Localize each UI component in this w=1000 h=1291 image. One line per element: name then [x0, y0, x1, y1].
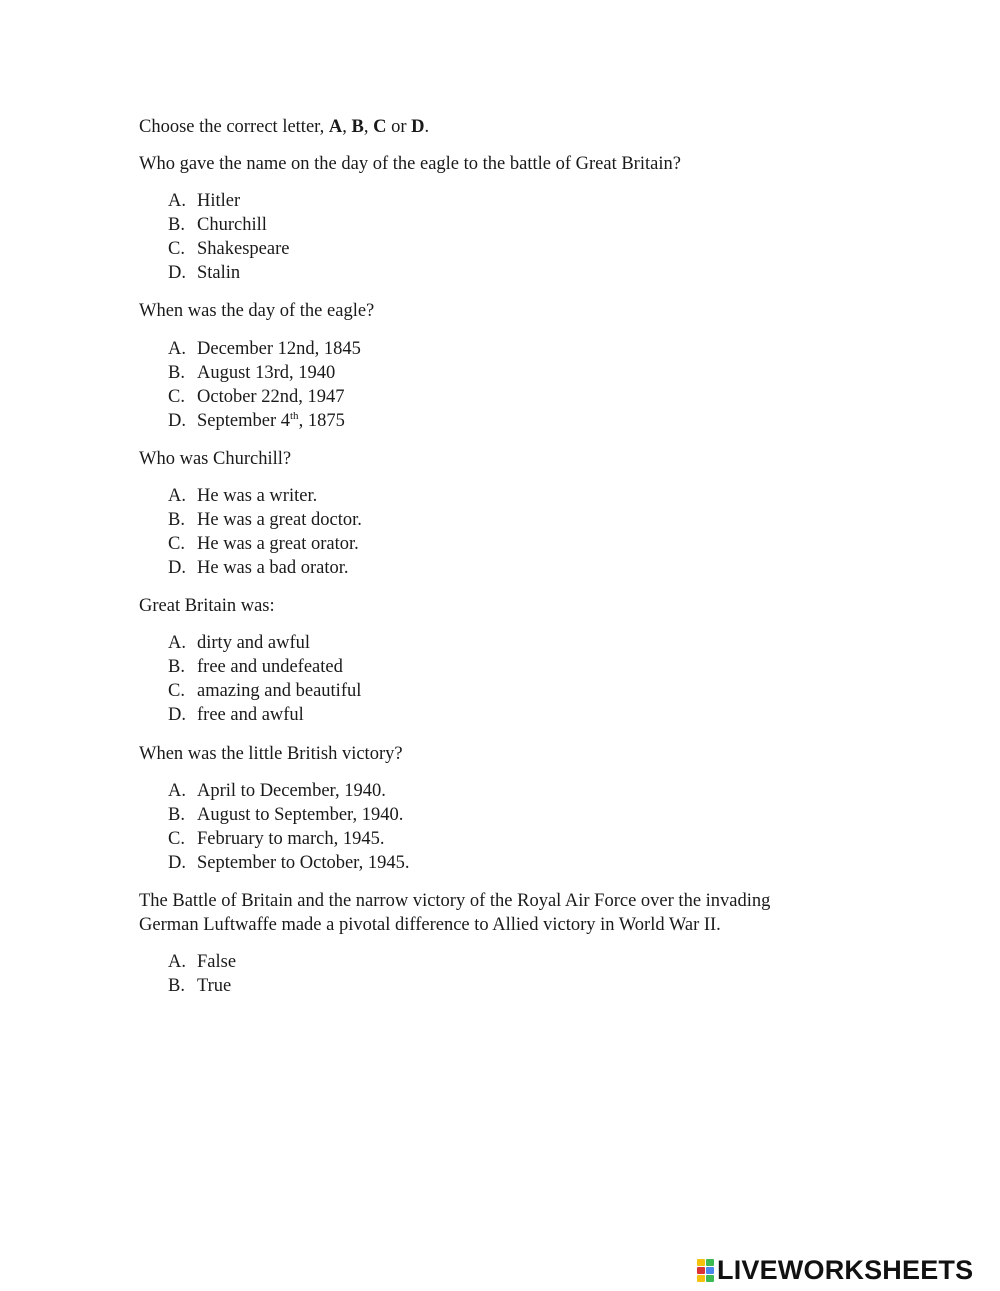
question-1-option-b[interactable]: B. Churchill: [168, 215, 267, 235]
question-4-option-c[interactable]: C. amazing and beautiful: [168, 681, 362, 701]
question-4-option-a[interactable]: A. dirty and awful: [168, 633, 311, 653]
question-3-option-a[interactable]: A. He was a writer.: [168, 486, 318, 506]
question-3-option-d[interactable]: D. He was a bad orator.: [168, 558, 349, 578]
question-5-option-c[interactable]: C. February to march, 1945.: [168, 829, 385, 849]
question-5-option-a[interactable]: A. April to December, 1940.: [168, 781, 386, 801]
question-4-option-d[interactable]: D. free and awful: [168, 705, 304, 725]
question-1-option-a[interactable]: A. Hitler: [168, 191, 241, 211]
question-1-option-c[interactable]: C. Shakespeare: [168, 239, 290, 259]
question-2-option-a[interactable]: A. December 12nd, 1845: [168, 339, 361, 359]
question-2-option-b[interactable]: B. August 13rd, 1940: [168, 363, 336, 383]
question-4-option-b[interactable]: B. free and undefeated: [168, 657, 343, 677]
question-2-text: When was the day of the eagle?: [139, 301, 375, 321]
question-5-option-d[interactable]: D. September to October, 1945.: [168, 853, 410, 873]
question-3-text: Who was Churchill?: [139, 449, 292, 469]
question-3-option-c[interactable]: C. He was a great orator.: [168, 534, 359, 554]
question-4-text: Great Britain was:: [139, 596, 275, 616]
question-1-text: Who gave the name on the day of the eagle to the battle of Great Britain?: [139, 154, 681, 174]
liveworksheets-logo: [697, 1255, 973, 1285]
logo-blocks-icon: [697, 1259, 714, 1282]
instructions: Choose the correct letter, A, B, C or D.: [139, 117, 430, 137]
question-5-option-b[interactable]: B. August to September, 1940.: [168, 805, 404, 825]
question-6-option-b[interactable]: B. True: [168, 976, 232, 996]
question-2-option-d[interactable]: D. September 4th, 1875: [168, 409, 345, 431]
logo-text: LIVEWORKSHEETS: [717, 1254, 974, 1285]
question-6-option-a[interactable]: A. False: [168, 952, 237, 972]
question-6-text-line-2: German Luftwaffe made a pivotal difference to Allied victory in World War II.: [139, 915, 721, 935]
question-3-option-b[interactable]: B. He was a great doctor.: [168, 510, 362, 530]
question-5-text: When was the little British victory?: [139, 744, 403, 764]
question-6-text-line-1: The Battle of Britain and the narrow victory of the Royal Air Force over the invading: [139, 891, 771, 911]
question-1-option-d[interactable]: D. Stalin: [168, 263, 241, 283]
question-2-option-c[interactable]: C. October 22nd, 1947: [168, 387, 345, 407]
